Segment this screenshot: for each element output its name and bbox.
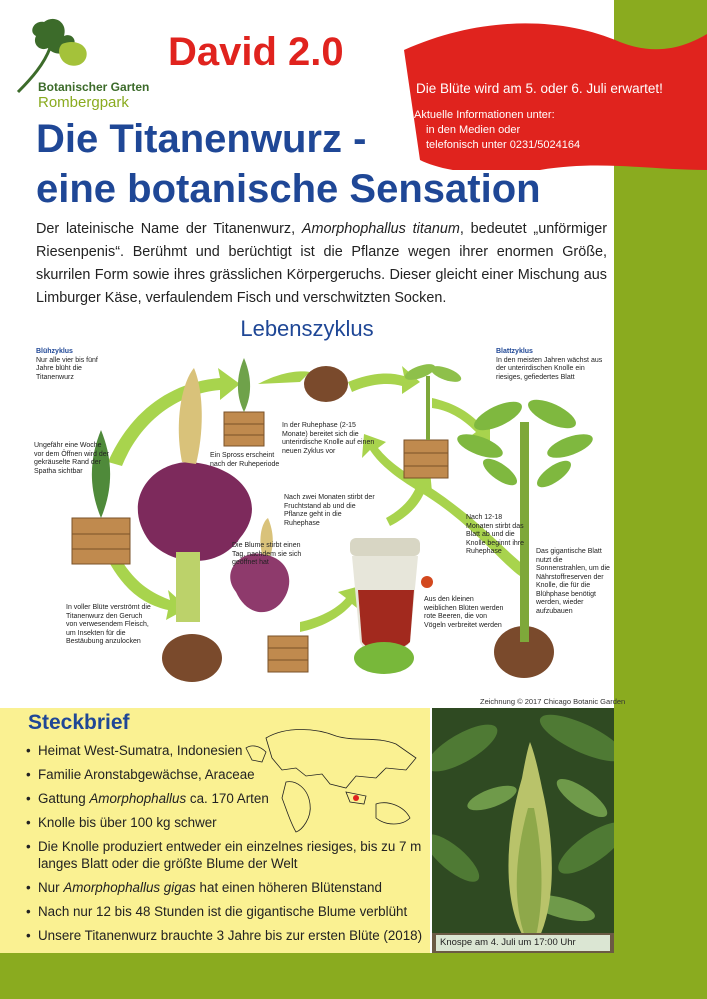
info-line: in den Medien oder — [426, 124, 521, 136]
bloom-expected-text: Die Blüte wird am 5. oder 6. Juli erwartet! — [416, 81, 663, 96]
fact-text: Heimat West-Sumatra, Indonesien — [38, 743, 243, 758]
blattzyklus-text: In den meisten Jahren wächst aus der unterirdischen Knolle ein riesiges, gefiedertes Blatt — [496, 356, 603, 381]
fact-item — [26, 927, 430, 944]
info-line: telefonisch unter 0231/5024164 — [426, 139, 581, 151]
gigantisch-label: Das gigantische Blatt nutzt die Sonnenstrahlen, um die Nährstoffreserven der Knolle, die für die Blühphase benötigt werden, wieder aufzubauen — [536, 548, 610, 615]
fact-text: Nur — [38, 880, 64, 895]
blume-stirbt-label: Die Blume stirbt einen Tag, nachdem sie sich geöffnet hat — [232, 542, 302, 566]
beeren-label: Aus den kleinen weiblichen Blüten werden rote Beeren, die von Vögeln verbreitet werden — [424, 596, 504, 629]
intro-text: Der lateinische Name der Titanenwurz, — [36, 221, 302, 237]
headline: David 2.0 — [168, 30, 344, 74]
steckbrief-title: Steckbrief — [28, 711, 130, 734]
fact-item — [26, 814, 430, 831]
intro-text: , bedeutet „unförmiger Riesenpenis“. Berühmt und berüchtigt ist die Pflanze wegen ihrer enormen Größe, skurrilen Form sowie ihres grässlichen Körpergeruchs. Dieser gleicht einer Mischung aus Limburger Käse, verfaulendem Fisch und verschwitzten Socken. — [36, 221, 607, 306]
fact-item — [26, 742, 430, 759]
fact-text: ca. 170 Arten — [186, 791, 269, 806]
zwoelf-monate-label: Nach 12-18 Monaten stirbt das Blatt ab und die Knolle beginnt ihre Ruhephase — [466, 514, 524, 555]
lifecycle-diagram — [0, 342, 614, 708]
zwei-monate-label: Nach zwei Monaten stirbt der Fruchtstand ab und die Pflanze geht in die Ruhephase — [284, 494, 375, 527]
latin-name: Amorphophallus titanum — [301, 221, 460, 237]
title-line1: Die Titanenwurz - — [36, 117, 367, 161]
volle-bluete-label: In voller Blüte verströmt die Titanenwurz den Geruch von verwesendem Fleisch, um Insekten für die Bestäubung anzulocken — [66, 604, 151, 645]
fact-item — [26, 766, 430, 783]
fact-italic: Amorphophallus gigas — [63, 880, 196, 895]
logo-line2: Rombergpark — [38, 94, 129, 111]
fact-list — [26, 742, 430, 951]
intro-paragraph — [36, 218, 607, 310]
fact-item — [26, 790, 430, 807]
blattzyklus-label — [496, 348, 604, 382]
info-line: Aktuelle Informationen unter: — [414, 109, 555, 121]
fact-item — [26, 903, 430, 920]
fact-text: Unsere Titanenwurz brauchte 3 Jahre bis zur ersten Blüte (2018) — [38, 928, 423, 943]
title-line2: eine botanische Sensation — [36, 167, 541, 211]
page-title — [36, 114, 541, 214]
bottom-green-bar — [0, 953, 707, 999]
steckbrief-box — [0, 708, 430, 953]
titan-arum-photo — [432, 708, 614, 953]
fact-item — [26, 838, 430, 872]
fact-text: Die Knolle produziert entweder ein einzelnes riesiges, bis zu 7 m langes Blatt oder die größte Blume der Welt — [38, 839, 422, 871]
bud-photo — [432, 708, 614, 953]
woche-label: Ungefähr eine Woche vor dem Öffnen wird der gekräuselte Rand der Spatha sichtbar — [34, 442, 109, 475]
fact-text: Familie Aronstabgewächse, Araceae — [38, 767, 255, 782]
fact-text: Gattung — [38, 791, 90, 806]
fact-item — [26, 879, 430, 896]
bluehzyklus-label — [36, 348, 116, 382]
fact-text: hat einen höheren Blütenstand — [195, 880, 382, 895]
bluehzyklus-title: Blühzyklus — [36, 348, 73, 355]
blattzyklus-title: Blattzyklus — [496, 348, 533, 355]
photo-caption: Knospe am 4. Juli um 17:00 Uhr — [436, 935, 610, 951]
ruhephase-label: In der Ruhephase (2-15 Monate) bereitet sich die unterirdische Knolle auf einen neuen Zyklus vor — [282, 422, 375, 455]
fact-italic: Amorphophallus — [89, 791, 187, 806]
fact-text: Knolle bis über 100 kg schwer — [38, 815, 217, 830]
bluehzyklus-text: Nur alle vier bis fünf Jahre blüht die Titanenwurz — [36, 356, 98, 381]
illustration-credit: Zeichnung © 2017 Chicago Botanic Garden — [480, 697, 626, 706]
fact-text: Nach nur 12 bis 48 Stunden ist die gigantische Blume verblüht — [38, 904, 408, 919]
spross-label: Ein Spross erscheint nach der Ruheperiode — [210, 452, 280, 468]
lifecycle-title: Lebenszyklus — [240, 316, 374, 341]
garden-logo — [12, 14, 150, 114]
logo-line1: Botanischer Garten — [38, 80, 150, 94]
